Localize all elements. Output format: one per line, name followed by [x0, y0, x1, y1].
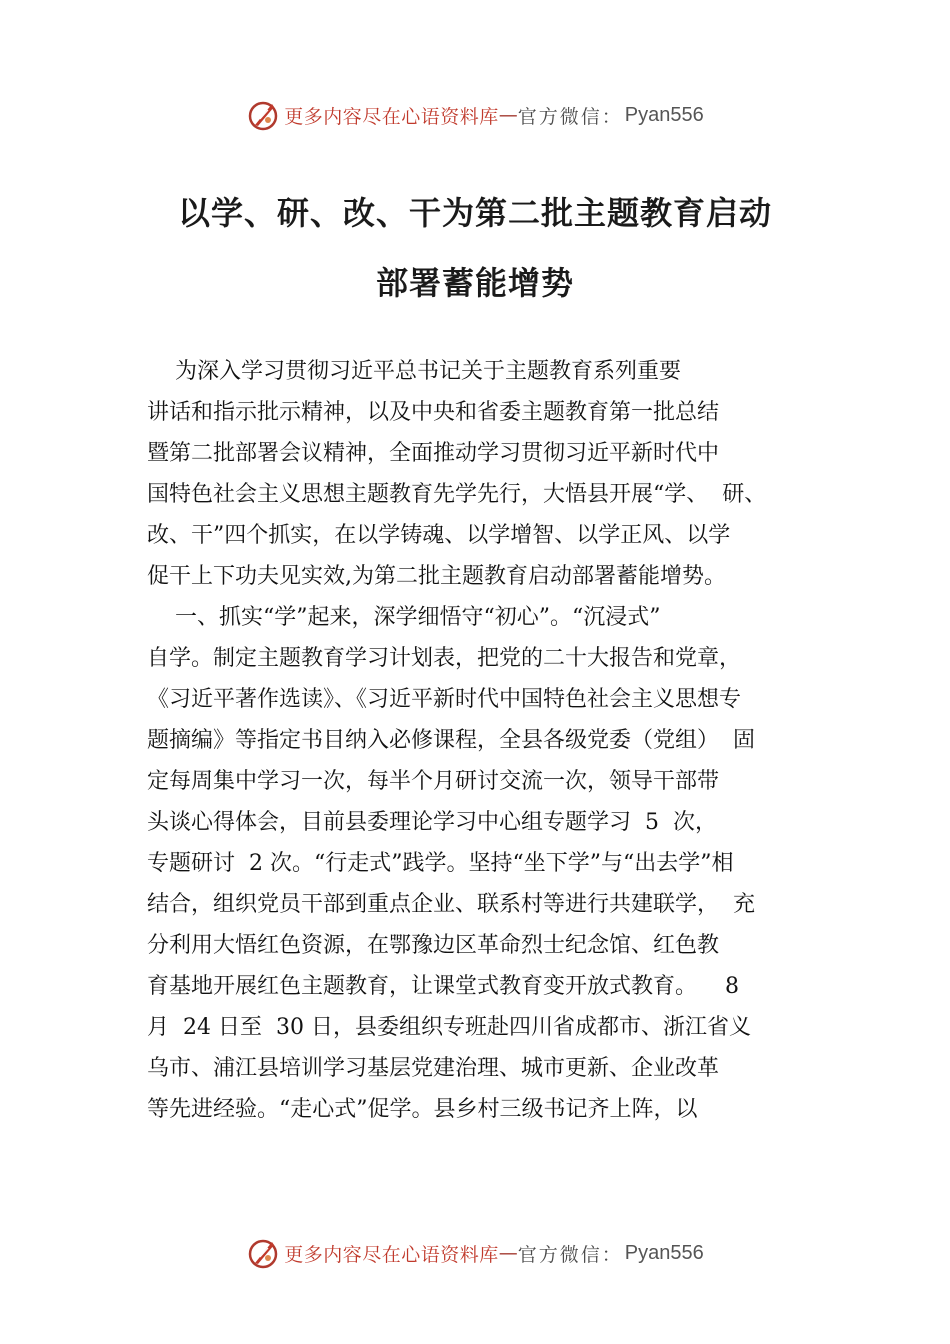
- footer-banner: [0, 1233, 950, 1273]
- quill-logo-icon: [246, 1236, 280, 1270]
- body-line: 为深入学习贯彻习近平总书记关于主题教育系列重要: [147, 359, 681, 384]
- banner-wechat-id: Pyan556: [624, 103, 704, 126]
- body-line: 改、干”四个抓实，在以学铸魂、以学增智、以学正风、以学: [147, 523, 731, 548]
- document-title-line-1: 以学、研、改、干为第二批主题教育启动: [177, 194, 772, 232]
- body-line: 定每周集中学习一次，每半个月研讨交流一次，领导干部带: [147, 769, 720, 794]
- body-line: 一、抓实“学”起来，深学细悟守“初心”。“沉浸式”: [147, 605, 661, 630]
- banner-promo-text: 更多内容尽在心语资料库: [284, 1243, 499, 1266]
- body-line: 暨第二批部署会议精神，全面推动学习贯彻习近平新时代中: [147, 441, 720, 466]
- body-line: 结合，组织党员干部到重点企业、联系村等进行共建联学， 充: [147, 892, 755, 917]
- body-line: 讲话和指示批示精神，以及中央和省委主题教育第一批总结: [147, 400, 720, 425]
- quill-logo-icon: [246, 98, 280, 132]
- banner-separator: —: [498, 104, 518, 126]
- banner-promo-text: 更多内容尽在心语资料库: [284, 105, 499, 128]
- body-line: 《习近平著作选读》、《习近平新时代中国特色社会主义思想专: [147, 687, 742, 712]
- body-line: 分利用大悟红色资源，在鄂豫边区革命烈士纪念馆、红色教: [147, 933, 720, 958]
- banner-wechat-label: 官方微信：: [517, 1243, 623, 1266]
- body-line: 自学。制定主题教育学习计划表，把党的二十大报告和党章，: [147, 646, 742, 671]
- banner-wechat-id: Pyan556: [624, 1241, 704, 1264]
- body-line: 等先进经验。“走心式”促学。县乡村三级书记齐上阵，以: [147, 1097, 698, 1122]
- body-line: 乌市、浦江县培训学习基层党建治理、城市更新、企业改革: [147, 1056, 720, 1081]
- body-line: 头谈心得体会，目前县委理论学习中心组专题学习 5 次，: [147, 810, 717, 835]
- body-line: 月 24 日至 30 日，县委组织专班赴四川省成都市、浙江省义: [147, 1015, 751, 1040]
- document-title-line-2: 部署蓄能增势: [375, 264, 574, 302]
- body-line: 育基地开展红色主题教育，让课堂式教育变开放式教育。 8: [147, 974, 739, 999]
- body-line: 国特色社会主义思想主题教育先学先行，大悟县开展“学、 研、: [147, 482, 767, 507]
- banner-separator: —: [498, 1242, 518, 1264]
- body-line: 促干上下功夫见实效,为第二批主题教育启动部署蓄能增势。: [147, 564, 726, 589]
- body-line: 专题研讨 2 次。“行走式”践学。坚持“坐下学”与“出去学”相: [147, 851, 734, 876]
- body-line: 题摘编》等指定书目纳入必修课程，全县各级党委（党组） 固: [147, 728, 755, 753]
- banner-wechat-label: 官方微信：: [517, 105, 623, 128]
- header-banner: [0, 95, 950, 135]
